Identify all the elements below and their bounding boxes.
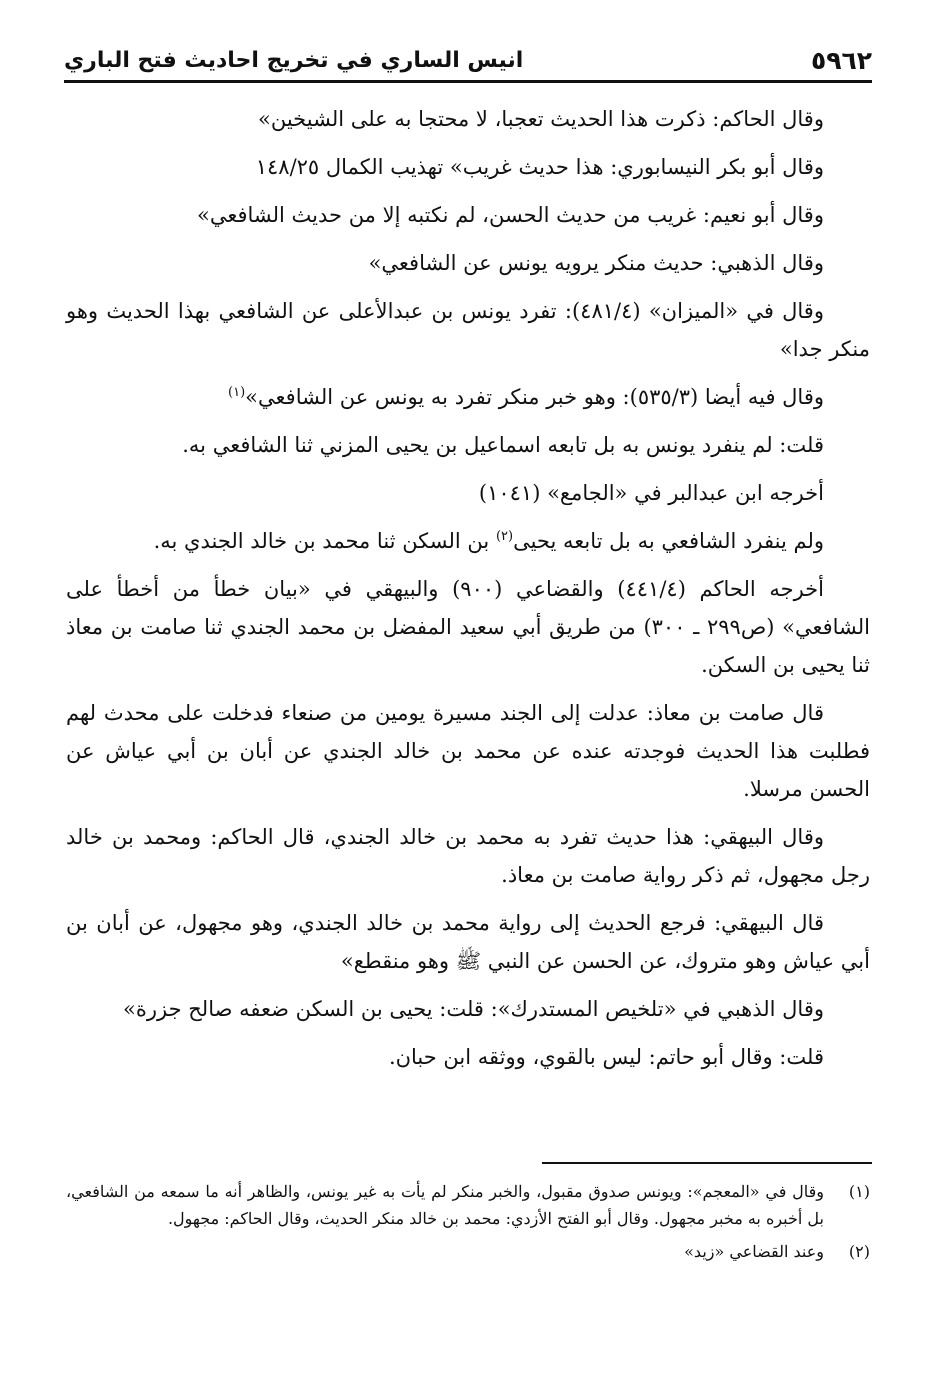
paragraph: قال صامت بن معاذ: عدلت إلى الجند مسيرة يومين من صنعاء فدخلت على محدث لهم فطلبت هذا الحديث فوجدته عنده عن محمد بن خالد الجندي عن أبان بن أبي عياش عن الحسن مرسلا. [66, 701, 870, 801]
footnote-rule [542, 1162, 872, 1164]
footnote-number: (٢) [848, 1242, 870, 1261]
paragraph: أخرجه الحاكم (٤٤١/٤) والقضاعي (٩٠٠) والبيهقي في «بيان خطأ من أخطأ على الشافعي» (ص٢٩٩ ـ ٣٠٠) من طريق أبي سعيد المفضل بن محمد الجندي ثنا صامت بن معاذ ثنا يحيى بن السكن. [66, 577, 870, 677]
paragraph: قلت: وقال أبو حاتم: ليس بالقوي، ووثقه ابن حبان. [388, 1045, 824, 1069]
page-number: ٥٩٦٢ [810, 46, 872, 75]
header-rule [64, 80, 872, 83]
footnote [66, 1238, 870, 1265]
running-title: انيس الساري في تخريج احاديث فتح الباري [64, 48, 524, 73]
paragraph: قال البيهقي: فرجع الحديث إلى رواية محمد بن خالد الجندي، وهو مجهول، عن أبان بن أبي عياش وهو متروك، عن الحسن عن النبي ﷺ وهو منقطع» [66, 911, 870, 973]
page-header [64, 36, 872, 76]
paragraph: أخرجه ابن عبدالبر في «الجامع» (١٠٤١) [478, 481, 824, 505]
paragraph: وقال الذهبي في «تلخيص المستدرك»: قلت: يحيى بن السكن ضعفه صالح جزرة» [123, 997, 824, 1021]
paragraph: وقال الحاكم: ذكرت هذا الحديث تعجبا، لا محتجا به على الشيخين» [258, 107, 824, 131]
paragraph: وقال البيهقي: هذا حديث تفرد به محمد بن خالد الجندي، قال الحاكم: ومحمد بن خالد رجل مجهول، ثم ذكر رواية صامت بن معاذ. [66, 825, 870, 887]
paragraph [66, 522, 870, 560]
footnote [66, 1178, 870, 1232]
paragraph-text: وقال فيه أيضا (٥٣٥/٣): وهو خبر منكر تفرد به يونس عن الشافعي» [245, 385, 824, 409]
body-text [66, 100, 870, 1086]
paragraph: قلت: لم ينفرد يونس به بل تابعه اسماعيل بن يحيى المزني ثنا الشافعي به. [182, 433, 824, 457]
footnote-text: وقال في «المعجم»: ويونس صدوق مقبول، والخبر منكر لم يأت به غير يونس، والظاهر أنه ما سمعه من الشافعي، بل أخبره به مخبر مجهول. وقال أبو الفتح الأزدي: محمد بن خالد منكر الحديث، وقال الحاكم: مجهول. [66, 1182, 824, 1228]
footnote-number: (١) [848, 1182, 870, 1201]
paragraph: وقال أبو نعيم: غريب من حديث الحسن، لم نكتبه إلا من حديث الشافعي» [196, 203, 824, 227]
footnotes [66, 1178, 870, 1271]
footnote-marker[interactable]: (١) [228, 385, 246, 400]
paragraph: وقال أبو بكر النيسابوري: هذا حديث غريب» تهذيب الكمال ١٤٨/٢٥ [255, 155, 824, 179]
paragraph-text: ولم ينفرد الشافعي به بل تابعه يحيى [513, 529, 824, 553]
paragraph: وقال الذهبي: حديث منكر يرويه يونس عن الشافعي» [368, 251, 824, 275]
paragraph-text: بن السكن ثنا محمد بن خالد الجندي به. [153, 529, 490, 553]
footnote-text: وعند القضاعي «زيد» [684, 1242, 824, 1261]
footnote-marker[interactable]: (٢) [495, 529, 514, 544]
paragraph: وقال في «الميزان» (٤٨١/٤): تفرد يونس بن عبدالأعلى عن الشافعي بهذا الحديث وهو منكر جدا» [66, 299, 870, 361]
paragraph [66, 378, 870, 416]
